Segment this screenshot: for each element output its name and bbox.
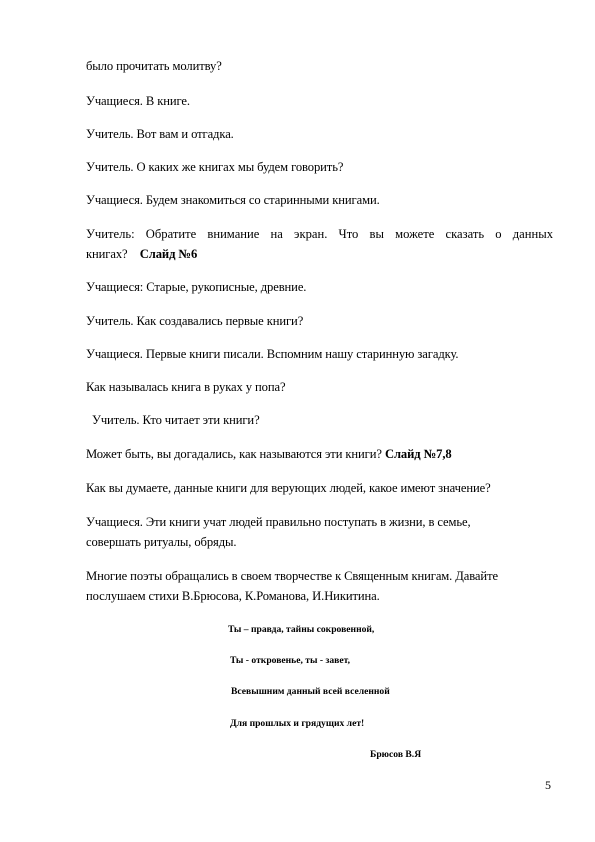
page-number: 5 xyxy=(545,778,551,792)
paragraph-2: Учащиеся. В книге. xyxy=(86,94,190,108)
paragraph-15-line-2: послушаем стихи В.Брюсова, К.Романова, И.Никитина. xyxy=(86,589,380,603)
paragraph-10: Как называлась книга в руках у попа? xyxy=(86,380,286,394)
poem-author: Брюсов В.Я xyxy=(370,749,422,760)
paragraph-6-line-2 xyxy=(86,246,197,262)
paragraph-15-line-1: Многие поэты обращались в своем творчестве к Священным книгам. Давайте xyxy=(86,569,498,583)
paragraph-12 xyxy=(86,446,452,462)
poem-line-2: Ты - откровенье, ты - завет, xyxy=(230,655,350,666)
poem-line-3: Всевышним данный всей вселенной xyxy=(231,686,390,697)
paragraph-4: Учитель. О каких же книгах мы будем говорить? xyxy=(86,160,344,174)
paragraph-14-line-1: Учащиеся. Эти книги учат людей правильно поступать в жизни, в семье, xyxy=(86,515,471,529)
paragraph-9: Учащиеся. Первые книги писали. Вспомним нашу старинную загадку. xyxy=(86,347,459,361)
paragraph-8: Учитель. Как создавались первые книги? xyxy=(86,314,304,328)
paragraph-13: Как вы думаете, данные книги для верующих людей, какое имеют значение? xyxy=(86,481,491,495)
paragraph-3: Учитель. Вот вам и отгадка. xyxy=(86,127,234,141)
slide-reference-7-8: Слайд №7,8 xyxy=(384,447,452,461)
paragraph-7: Учащиеся: Старые, рукописные, древние. xyxy=(86,280,307,294)
paragraph-6-text: книгах? xyxy=(86,247,128,261)
poem-line-4: Для прошлых и грядущих лет! xyxy=(230,718,365,729)
paragraph-11: Учитель. Кто читает эти книги? xyxy=(92,413,260,427)
paragraph-1: было прочитать молитву? xyxy=(86,59,222,73)
paragraph-14-line-2: совершать ритуалы, обряды. xyxy=(86,535,237,549)
paragraph-12-text: Может быть, вы догадались, как называются эти книги? xyxy=(86,447,382,461)
slide-reference-6: Слайд №6 xyxy=(139,247,198,261)
paragraph-6-line-1: Учитель: Обратите внимание на экран. Что вы можете сказать о данных xyxy=(86,227,553,241)
paragraph-5: Учащиеся. Будем знакомиться со старинными книгами. xyxy=(86,193,380,207)
poem-line-1: Ты – правда, тайны сокровенной, xyxy=(228,624,375,635)
